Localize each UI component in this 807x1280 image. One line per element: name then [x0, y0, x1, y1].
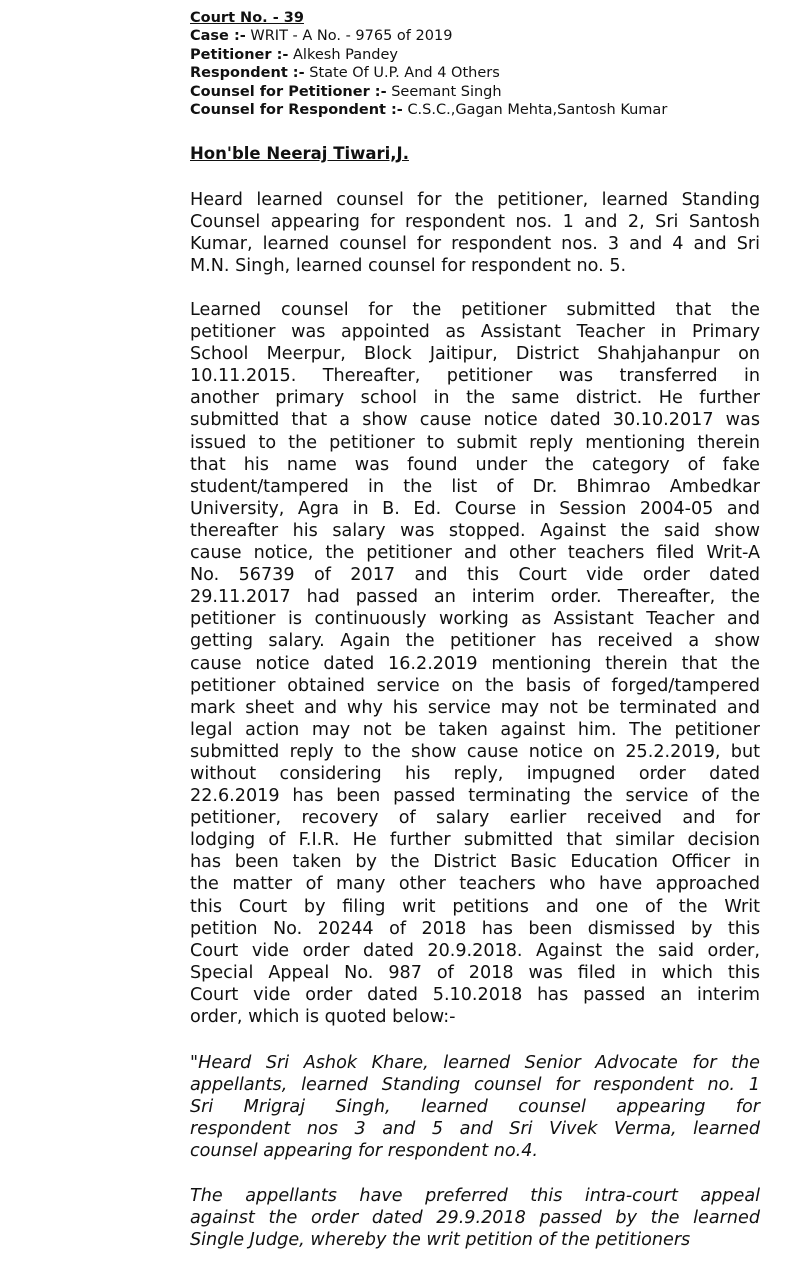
text-line: Sri Mrigraj Singh, learned counsel appearing for: [190, 1097, 760, 1118]
text-line: another primary school in the same district. He further: [190, 388, 760, 409]
petitioner-label: Petitioner :-: [190, 46, 289, 63]
quoted-paragraph-1: [190, 1052, 760, 1162]
petitioner-row: [190, 46, 770, 64]
text-line: against the order dated 29.9.2018 passed by the learned: [190, 1208, 760, 1229]
text-line: that his name was found under the category of fake: [190, 454, 760, 475]
case-label: Case :-: [190, 28, 246, 45]
text-line: Kumar, learned counsel for respondent nos. 3 and 4 and Sri: [190, 234, 760, 255]
text-line: cause notice, the petitioner and other teachers filed Writ-A: [190, 543, 760, 564]
text-line: the matter of many other teachers who have approached: [190, 874, 760, 895]
text-line: petitioner, recovery of salary earlier received and for: [190, 808, 760, 829]
case-row: [190, 27, 770, 45]
text-line: 29.11.2017 had passed an interim order. Thereafter, the: [190, 587, 760, 608]
paragraph-2: [190, 299, 760, 1028]
text-line: The appellants have preferred this intra-court appeal: [190, 1186, 760, 1206]
text-line: legal action may not be taken against him. The petitioner: [190, 719, 760, 740]
text-line: submitted reply to the show cause notice on 25.2.2019, but: [190, 741, 760, 762]
text-line: petitioner obtained service on the basis of forged/tampered: [190, 675, 760, 696]
text-line: Court vide order dated 20.9.2018. Against the said order,: [190, 940, 760, 961]
text-line: Special Appeal No. 987 of 2018 was filed in which this: [190, 962, 760, 983]
text-line: Single Judge, whereby the writ petition of the petitioners: [190, 1230, 691, 1251]
counsel-respondent-row: [190, 101, 770, 119]
counsel-petitioner-label: Counsel for Petitioner :-: [190, 83, 387, 100]
text-line: "Heard Sri Ashok Khare, learned Senior Advocate for the: [190, 1053, 760, 1073]
text-line: M.N. Singh, learned counsel for respondent no. 5.: [190, 256, 627, 277]
counsel-respondent-label: Counsel for Respondent :-: [190, 102, 403, 119]
respondent-row: [190, 64, 770, 82]
text-line: petition No. 20244 of 2018 has been dismissed by this: [190, 918, 760, 939]
case-value: WRIT - A No. - 9765 of 2019: [250, 28, 453, 45]
text-line: Counsel appearing for respondent nos. 1 and 2, Sri Santosh: [190, 212, 760, 233]
counsel-respondent-value: C.S.C.,Gagan Mehta,Santosh Kumar: [407, 102, 668, 119]
text-line: mark sheet and why his service may not be terminated and: [190, 697, 760, 718]
text-line: No. 56739 of 2017 and this Court vide order dated: [190, 565, 760, 586]
text-line: petitioner was appointed as Assistant Teacher in Primary: [190, 322, 760, 343]
case-header: [190, 9, 770, 119]
text-line: getting salary. Again the petitioner has received a show: [190, 631, 760, 652]
text-line: without considering his reply, impugned order dated: [190, 763, 760, 784]
text-line: 10.11.2015. Thereafter, petitioner was transferred in: [190, 366, 760, 387]
text-line: Learned counsel for the petitioner submitted that the: [190, 300, 760, 320]
text-line: order, which is quoted below:-: [190, 1007, 456, 1027]
court-number: Court No. - 39: [190, 10, 304, 26]
text-line: lodging of F.I.R. He further submitted that similar decision: [190, 830, 760, 851]
text-line: thereafter his salary was stopped. Against the said show: [190, 520, 760, 541]
text-line: respondent nos 3 and 5 and Sri Vivek Verma, learned: [190, 1119, 760, 1140]
petitioner-value: Alkesh Pandey: [293, 46, 398, 63]
judge-name: Hon'ble Neeraj Tiwari,J.: [190, 144, 409, 163]
text-line: submitted that a show cause notice dated 30.10.2017 was: [190, 410, 760, 431]
text-line: appellants, learned Standing counsel for respondent no. 1: [190, 1075, 760, 1096]
counsel-petitioner-value: Seemant Singh: [391, 83, 502, 100]
text-line: Heard learned counsel for the petitioner, learned Standing: [190, 190, 760, 210]
text-line: School Meerpur, Block Jaitipur, District Shahjahanpur on: [190, 344, 760, 365]
text-line: 22.6.2019 has been passed terminating the service of the: [190, 786, 760, 807]
text-line: issued to the petitioner to submit reply mentioning therein: [190, 432, 760, 453]
text-line: counsel appearing for respondent no.4.: [190, 1141, 538, 1162]
court-number-row: [190, 9, 770, 27]
text-line: cause notice dated 16.2.2019 mentioning therein that the: [190, 653, 760, 674]
text-line: student/tampered in the list of Dr. Bhimrao Ambedkar: [190, 476, 760, 497]
quoted-paragraph-2: [190, 1185, 760, 1251]
paragraph-1: [190, 189, 760, 277]
text-line: this Court by filing writ petitions and one of the Writ: [190, 896, 760, 917]
text-line: University, Agra in B. Ed. Course in Session 2004-05 and: [190, 498, 760, 519]
counsel-petitioner-row: [190, 83, 770, 101]
respondent-value: State Of U.P. And 4 Others: [309, 65, 500, 82]
respondent-label: Respondent :-: [190, 65, 305, 82]
text-line: has been taken by the District Basic Education Officer in: [190, 852, 760, 873]
text-line: Court vide order dated 5.10.2018 has passed an interim: [190, 984, 760, 1005]
text-line: petitioner is continuously working as Assistant Teacher and: [190, 609, 760, 630]
